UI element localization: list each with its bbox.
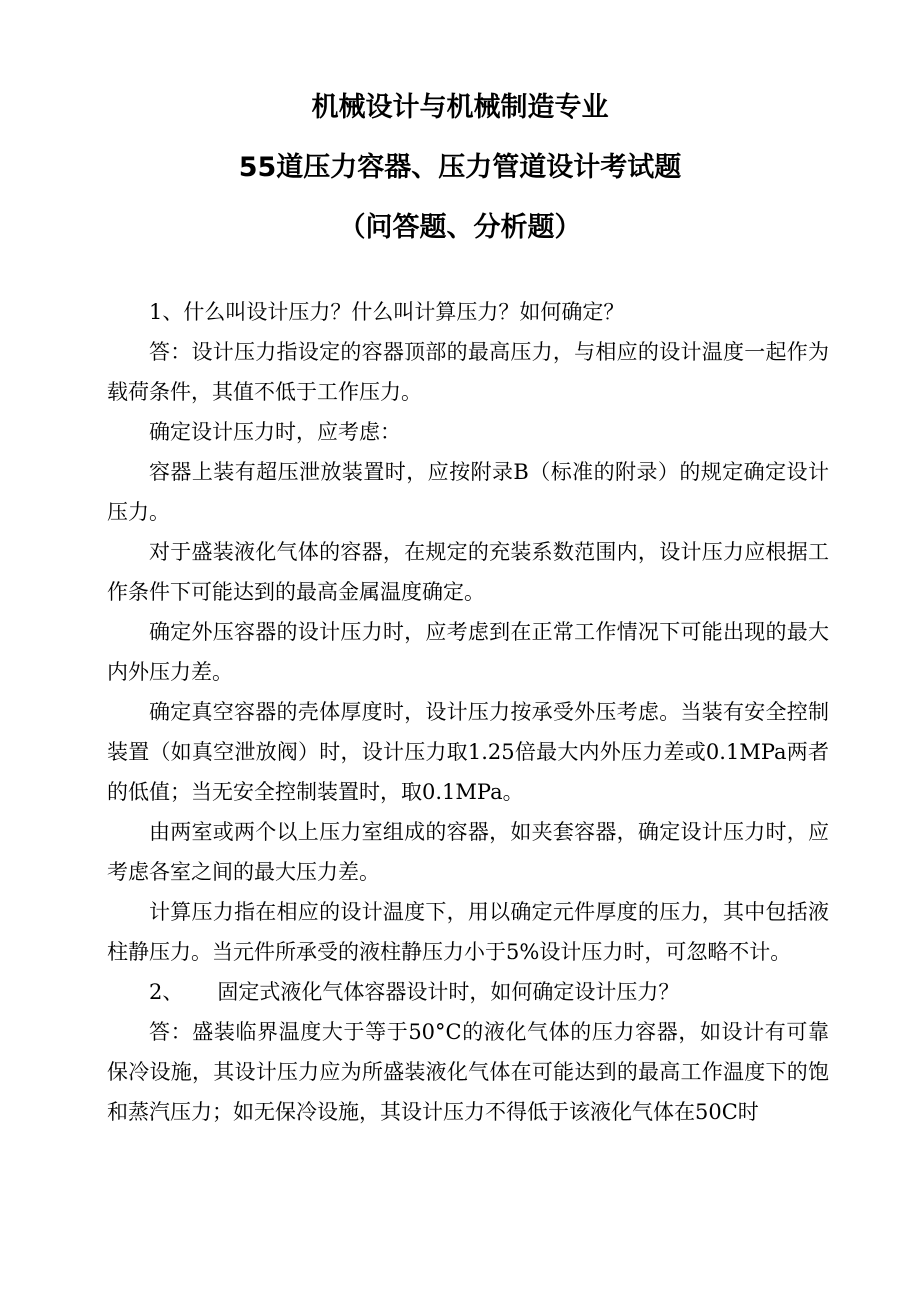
answer-1-calc-pressure: 计算压力指在相应的设计温度下，用以确定元件厚度的压力，其中包括液柱静压力。当元件所承受的液柱静压力小于5%设计压力时，可忽略不计。	[107, 900, 829, 964]
answer-1-vacuum: 确定真空容器的壳体厚度时，设计压力按承受外压考虑。当装有安全控制装置（如真空泄放阀）时，设计压力取1.25倍最大内外压力差或0.1MPa两者的低值；当无安全控制装置时，取0.1MPa。	[107, 700, 829, 804]
question-2	[107, 972, 829, 1012]
question-2-number: 2、	[149, 980, 184, 1004]
answer-1-external-pressure: 确定外压容器的设计压力时，应考虑到在正常工作情况下可能出现的最大内外压力差。	[107, 620, 829, 684]
title-line-1: 机械设计与机械制造专业	[311, 92, 609, 123]
answer-2: 答：盛装临界温度大于等于50°C的液化气体的压力容器，如设计有可靠保冷设施，其设计压力应为所盛装液化气体在可能达到的最高工作温度下的饱和蒸汽压力；如无保冷设施，其设计压力不得低于该液化气体在50C时	[107, 1020, 829, 1124]
title-line-2: 55道压力容器、压力管道设计考试题	[238, 152, 682, 183]
question-2-text: 固定式液化气体容器设计时，如何确定设计压力？	[217, 980, 680, 1004]
title-line-3: （问答题、分析题）	[338, 212, 582, 243]
answer-1-intro: 答：设计压力指设定的容器顶部的最高压力，与相应的设计温度一起作为载荷条件，其值不低于工作压力。	[107, 340, 829, 404]
question-1: 1、什么叫设计压力？什么叫计算压力？如何确定？	[149, 300, 625, 324]
answer-1-considerations: 确定设计压力时，应考虑：	[149, 420, 401, 444]
answer-1-multi-chamber: 由两室或两个以上压力室组成的容器，如夹套容器，确定设计压力时，应考虑各室之间的最大压力差。	[107, 820, 829, 884]
document-body	[107, 292, 829, 1132]
answer-1-liquefied-gas: 对于盛装液化气体的容器，在规定的充装系数范围内，设计压力应根据工作条件下可能达到的最高金属温度确定。	[107, 540, 829, 604]
document-title	[0, 78, 920, 258]
answer-1-relief-device: 容器上装有超压泄放装置时，应按附录B（标准的附录）的规定确定设计压力。	[107, 460, 829, 524]
